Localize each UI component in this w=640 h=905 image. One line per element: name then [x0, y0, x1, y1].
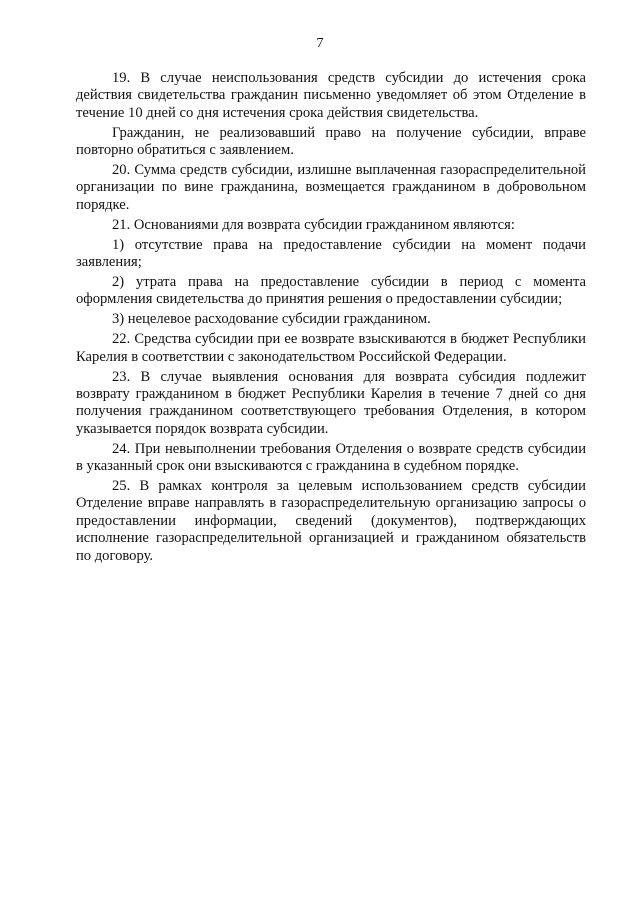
paragraph-19-repeat-application: Гражданин, не реализовавший право на получение субсидии, вправе повторно обратиться с заявлением.	[76, 124, 586, 159]
paragraph-21: 21. Основаниями для возврата субсидии гражданином являются:	[112, 216, 515, 233]
paragraph-21-item-1: 1) отсутствие права на предоставление субсидии на момент подачи заявления;	[76, 236, 586, 271]
paragraph-23: 23. В случае выявления основания для возврата субсидия подлежит возврату гражданином в бюджет Республики Карелия в течение 7 дней со дня получения гражданином соответствующего требования Отделения, в котором указывается порядок возврата субсидии.	[76, 368, 586, 437]
paragraph-22: 22. Средства субсидии при ее возврате взыскиваются в бюджет Республики Карелия в соответствии с законодательством Российской Федерации.	[76, 331, 586, 365]
page-number: 7	[316, 36, 324, 51]
paragraph-20: 20. Сумма средств субсидии, излишне выплаченная газораспределительной организации по вине гражданина, возмещается гражданином в добровольном порядке.	[76, 162, 586, 213]
paragraph-21-item-3: 3) нецелевое расходование субсидии гражданином.	[112, 311, 431, 328]
paragraph-24: 24. При невыполнении требования Отделения о возврате средств субсидии в указанный срок они взыскиваются с гражданина в судебном порядке.	[76, 440, 586, 475]
document-body	[76, 70, 586, 567]
paragraph-21-item-2: 2) утрата права на предоставление субсидии в период с момента оформления свидетельства до принятия решения о предоставлении субсидии;	[76, 273, 586, 308]
paragraph-19: 19. В случае неиспользования средств субсидии до истечения срока действия свидетельства гражданин письменно уведомляет об этом Отделение в течение 10 дней со дня истечения срока действия свидетельства.	[76, 70, 586, 121]
paragraph-25: 25. В рамках контроля за целевым использованием средств субсидии Отделение вправе направлять в газораспределительную организацию запросы о предоставлении информации, сведений (документов), подтверждающих исполнение газораспределительной организацией и гражданином обязательств по договору.	[76, 477, 586, 564]
